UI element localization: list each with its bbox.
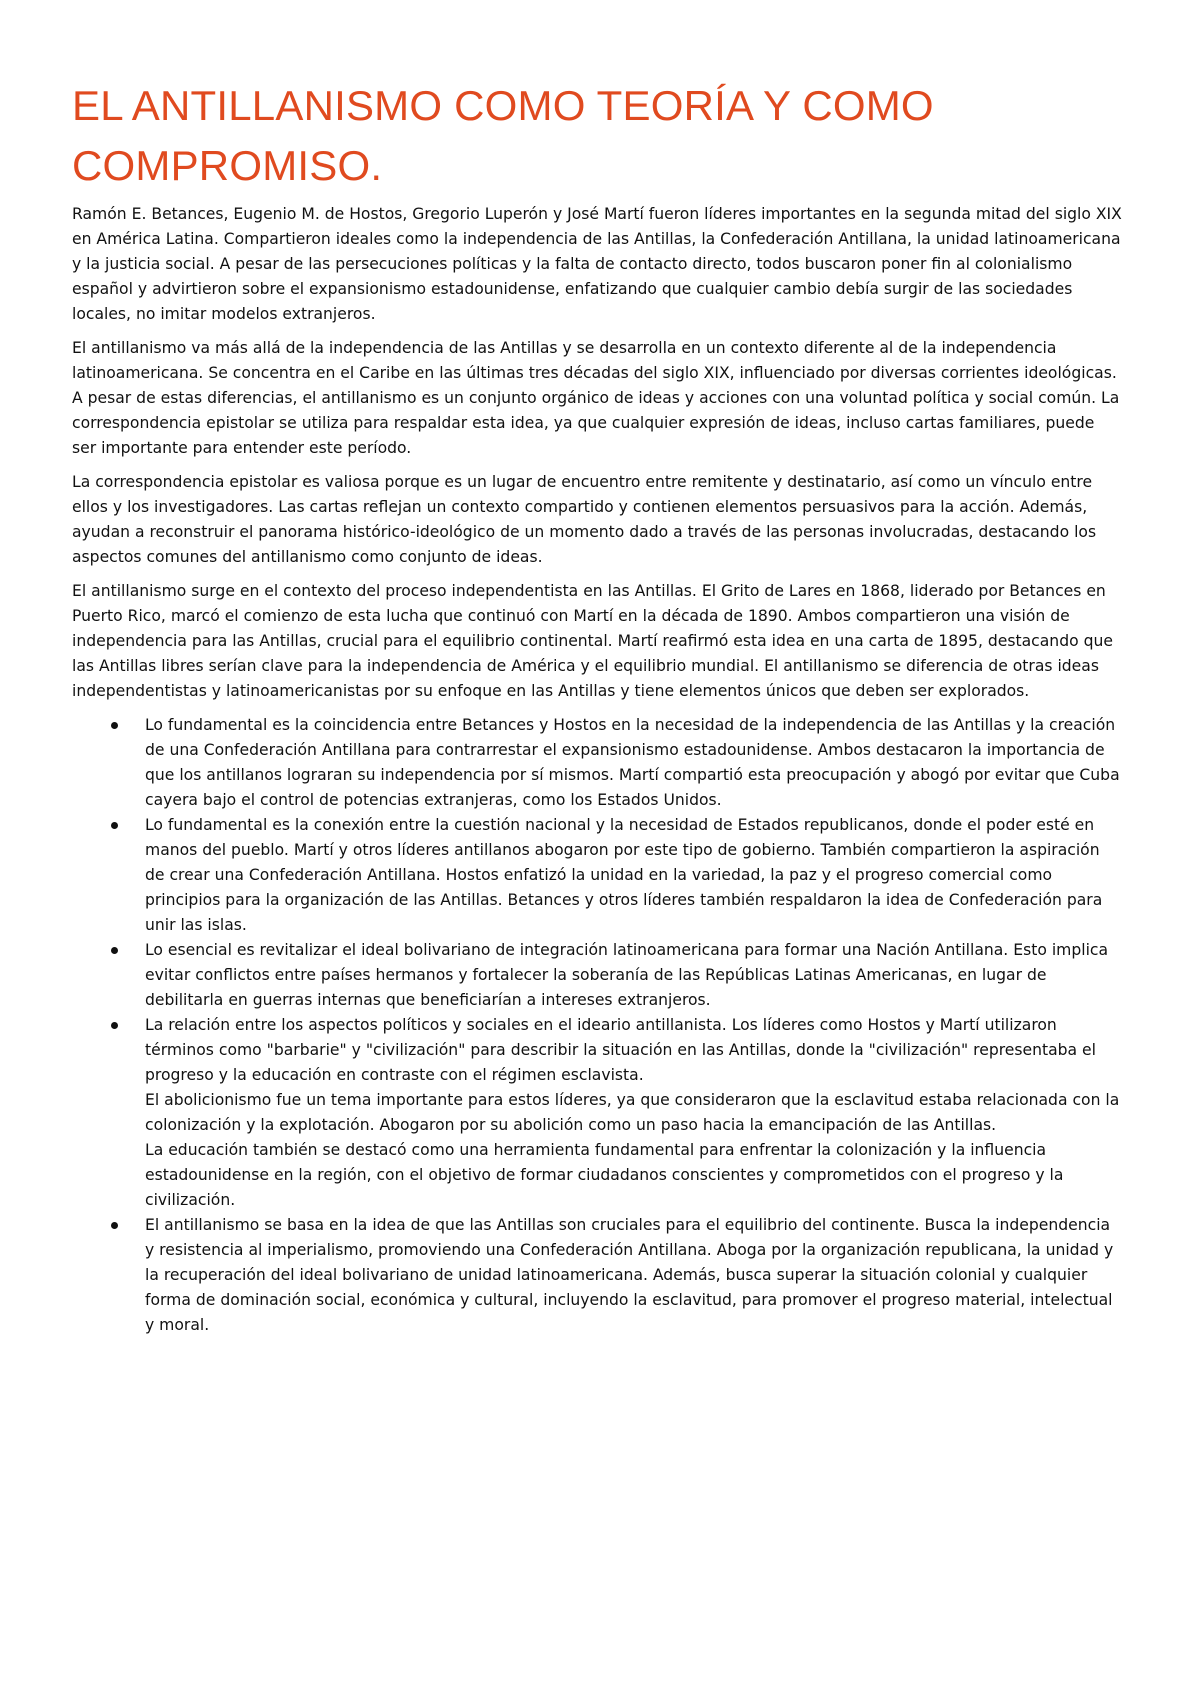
bullet-item-1 [72,713,1122,813]
bullet-item-4 [72,1013,1122,1213]
document-title: EL ANTILLANISMO COMO TEORÍA Y COMO COMPROMISO. [72,82,934,189]
paragraph-1: Ramón E. Betances, Eugenio M. de Hostos, Gregorio Luperón y José Martí fueron líderes importantes en la segunda mitad del siglo XIX en América Latina. Compartieron ideales como la independencia de las Antillas, la Confederación Antillana, la unidad latinoamericana y la justicia social. A pesar de las persecuciones políticas y la falta de contacto directo, todos buscaron poner fin al colonialismo español y advirtieron sobre el expansionismo estadounidense, enfatizando que cualquier cambio debía surgir de las sociedades locales, no imitar modelos extranjeros. [72,205,1122,323]
bullet-item-3 [72,938,1122,1013]
paragraph-2: El antillanismo va más allá de la independencia de las Antillas y se desarrolla en un contexto diferente al de la independencia latinoamericana. Se concentra en el Caribe en las últimas tres décadas del siglo XIX, influenciado por diversas corrientes ideológicas. A pesar de estas diferencias, el antillanismo es un conjunto orgánico de ideas y acciones con una voluntad política y social común. La correspondencia epistolar se utiliza para respaldar esta idea, ya que cualquier expresión de ideas, incluso cartas familiares, puede ser importante para entender este período. [72,339,1120,457]
bullet-icon [111,1022,118,1029]
bullet-item-2 [72,813,1122,938]
bullet-text: La relación entre los aspectos políticos y sociales en el ideario antillanista. Los líderes como Hostos y Martí utilizaron términos como "barbarie" y "civilización" para describir la situación en las Antillas, donde la "civilización" representaba el progreso y la educación en contraste con el régimen esclavista. [145,1016,1096,1084]
paragraph-4: El antillanismo surge en el contexto del proceso independentista en las Antillas. El Grito de Lares en 1868, liderado por Betances en Puerto Rico, marcó el comienzo de esta lucha que continuó con Martí en la década de 1890. Ambos compartieron una visión de independencia para las Antillas, crucial para el equilibrio continental. Martí reafirmó esta idea en una carta de 1895, destacando que las Antillas libres serían clave para la independencia de América y el equilibrio mundial. El antillanismo se diferencia de otras ideas independentistas y latinoamericanistas por su enfoque en las Antillas y tiene elementos únicos que deben ser explorados. [72,582,1113,700]
bullet-item-5 [72,1213,1122,1338]
bullet-text: Lo fundamental es la conexión entre la cuestión nacional y la necesidad de Estados republicanos, donde el poder esté en manos del pueblo. Martí y otros líderes antillanos abogaron por este tipo de gobierno. También compartieron la aspiración de crear una Confederación Antillana. Hostos enfatizó la unidad en la variedad, la paz y el progreso comercial como principios para la organización de las Antillas. Betances y otros líderes también respaldaron la idea de Confederación para unir las islas. [145,816,1103,934]
bullet-list [72,713,1122,1338]
bullet-icon [111,722,118,729]
bullet-text-abolicionismo: El abolicionismo fue un tema importante para estos líderes, ya que consideraron que la esclavitud estaba relacionada con la colonización y la explotación. Abogaron por su abolición como un paso hacia la emancipación de las Antillas. [145,1091,1120,1134]
bullet-text-educacion: La educación también se destacó como una herramienta fundamental para enfrentar la colonización y la influencia estadounidense en la región, con el objetivo de formar ciudadanos conscientes y comprometidos con el progreso y la civilización. [145,1141,1064,1209]
bullet-text: Lo esencial es revitalizar el ideal bolivariano de integración latinoamericana para formar una Nación Antillana. Esto implica evitar conflictos entre países hermanos y fortalecer la soberanía de las Repúblicas Latinas Americanas, en lugar de debilitarla en guerras internas que beneficiarían a intereses extranjeros. [145,941,1109,1009]
document-page [72,76,1122,1338]
bullet-icon [111,1222,118,1229]
bullet-icon [111,822,118,829]
bullet-text: El antillanismo se basa en la idea de que las Antillas son cruciales para el equilibrio del continente. Busca la independencia y resistencia al imperialismo, promoviendo una Confederación Antillana. Aboga por la organización republicana, la unidad y la recuperación del ideal bolivariano de unidad latinoamericana. Además, busca superar la situación colonial y cualquier forma de dominación social, económica y cultural, incluyendo la esclavitud, para promover el progreso material, intelectual y moral. [145,1216,1114,1334]
bullet-text: Lo fundamental es la coincidencia entre Betances y Hostos en la necesidad de la independencia de las Antillas y la creación de una Confederación Antillana para contrarrestar el expansionismo estadounidense. Ambos destacaron la importancia de que los antillanos lograran su independencia por sí mismos. Martí compartió esta preocupación y abogó por evitar que Cuba cayera bajo el control de potencias extranjeras, como los Estados Unidos. [145,716,1120,809]
bullet-icon [111,947,118,954]
paragraph-3: La correspondencia epistolar es valiosa porque es un lugar de encuentro entre remitente y destinatario, así como un vínculo entre ellos y los investigadores. Las cartas reflejan un contexto compartido y contienen elementos persuasivos para la acción. Además, ayudan a reconstruir el panorama histórico-ideológico de un momento dado a través de las personas involucradas, destacando los aspectos comunes del antillanismo como conjunto de ideas. [72,473,1097,566]
